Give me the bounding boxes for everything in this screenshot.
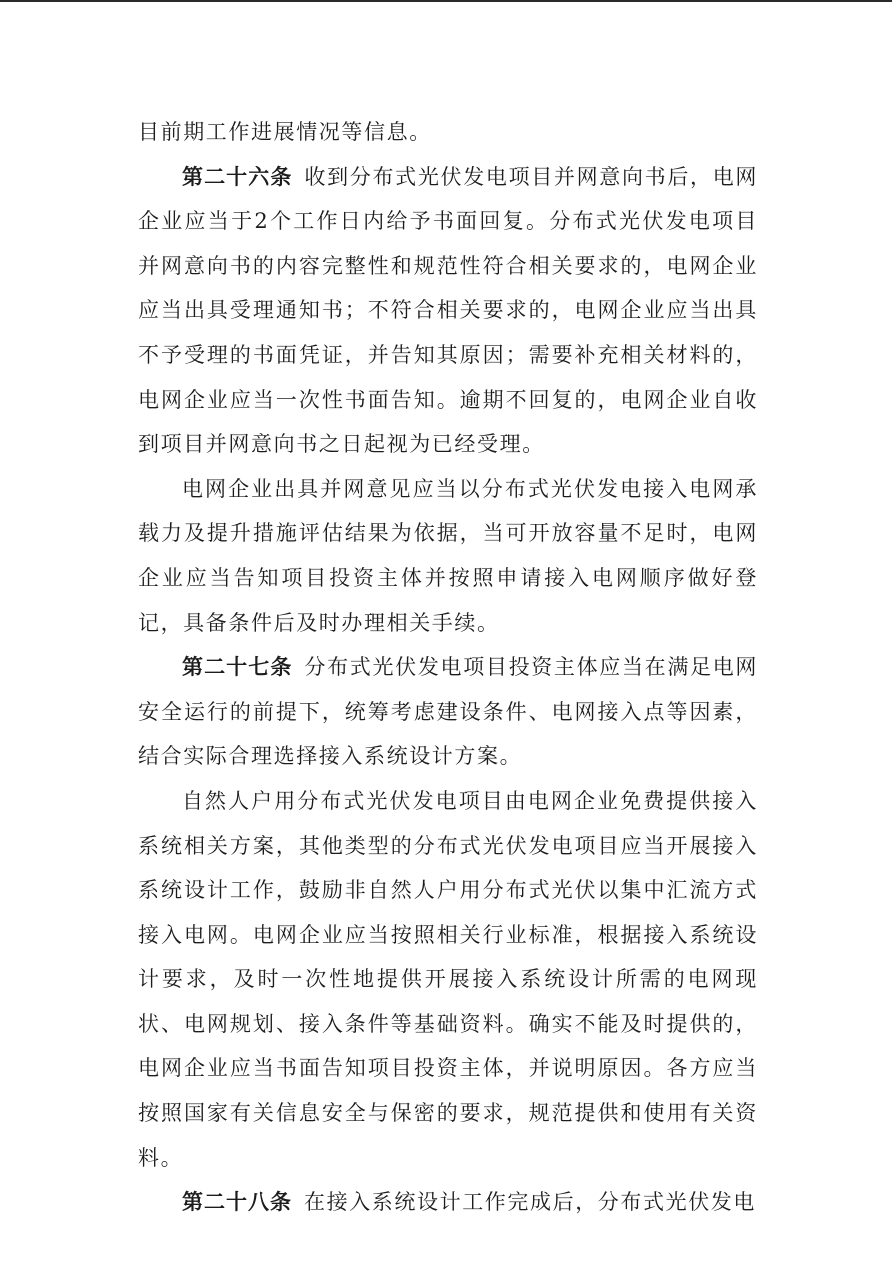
paragraph-text: 电网企业出具并网意见应当以分布式光伏发电接入电网承载力及提升措施评估结果为依据，当可开放容量不足时，电网企业应当告知项目投资主体并按照申请接入电网顺序做好登记，具备条件后及时办理相关手续。 — [138, 476, 758, 635]
article-28-paragraph — [138, 1180, 758, 1225]
paragraph-text: 自然人户用分布式光伏发电项目由电网企业免费提供接入系统相关方案，其他类型的分布式光伏发电项目应当开展接入系统设计工作，鼓励非自然人户用分布式光伏以集中汇流方式接入电网。电网企业应当按照相关行业标准，根据接入系统设计要求，及时一次性地提供开展接入系统设计所需的电网现状、电网规划、接入条件等基础资料。确实不能及时提供的，电网企业应当书面告知项目投资主体，并说明原因。各方应当按照国家有关信息安全与保密的要求，规范提供和使用有关资料。 — [138, 788, 758, 1170]
paragraph-text: 分布式光伏发电项目投资主体应当在满足电网安全运行的前提下，统筹考虑建设条件、电网接入点等因素，结合实际合理选择接入系统设计方案。 — [138, 655, 759, 769]
article-26-paragraph — [138, 155, 758, 467]
paragraph-text: 目前期工作进展情况等信息。 — [138, 120, 432, 144]
paragraph-text: 收到分布式光伏发电项目并网意向书后，电网企业应当于2个工作日内给予书面回复。分布式光伏发电项目并网意向书的内容完整性和规范性符合相关要求的，电网企业应当出具受理通知书；不符合相关要求的，电网企业应当出具不予受理的书面凭证，并告知其原因；需要补充相关材料的，电网企业应当一次性书面告知。逾期不回复的，电网企业自收到项目并网意向书之日起视为已经受理。 — [138, 164, 759, 457]
top-border-line — [0, 0, 892, 2]
article-27-paragraph-2 — [138, 779, 758, 1180]
article-number: 第二十八条 — [182, 1190, 292, 1215]
paragraph-continuation — [138, 110, 758, 155]
document-page — [138, 110, 758, 1225]
article-26-paragraph-2 — [138, 467, 758, 645]
article-number: 第二十六条 — [182, 164, 293, 189]
paragraph-text: 在接入系统设计工作完成后，分布式光伏发电 — [304, 1190, 756, 1215]
article-number: 第二十七条 — [182, 655, 293, 680]
article-27-paragraph — [138, 645, 758, 779]
